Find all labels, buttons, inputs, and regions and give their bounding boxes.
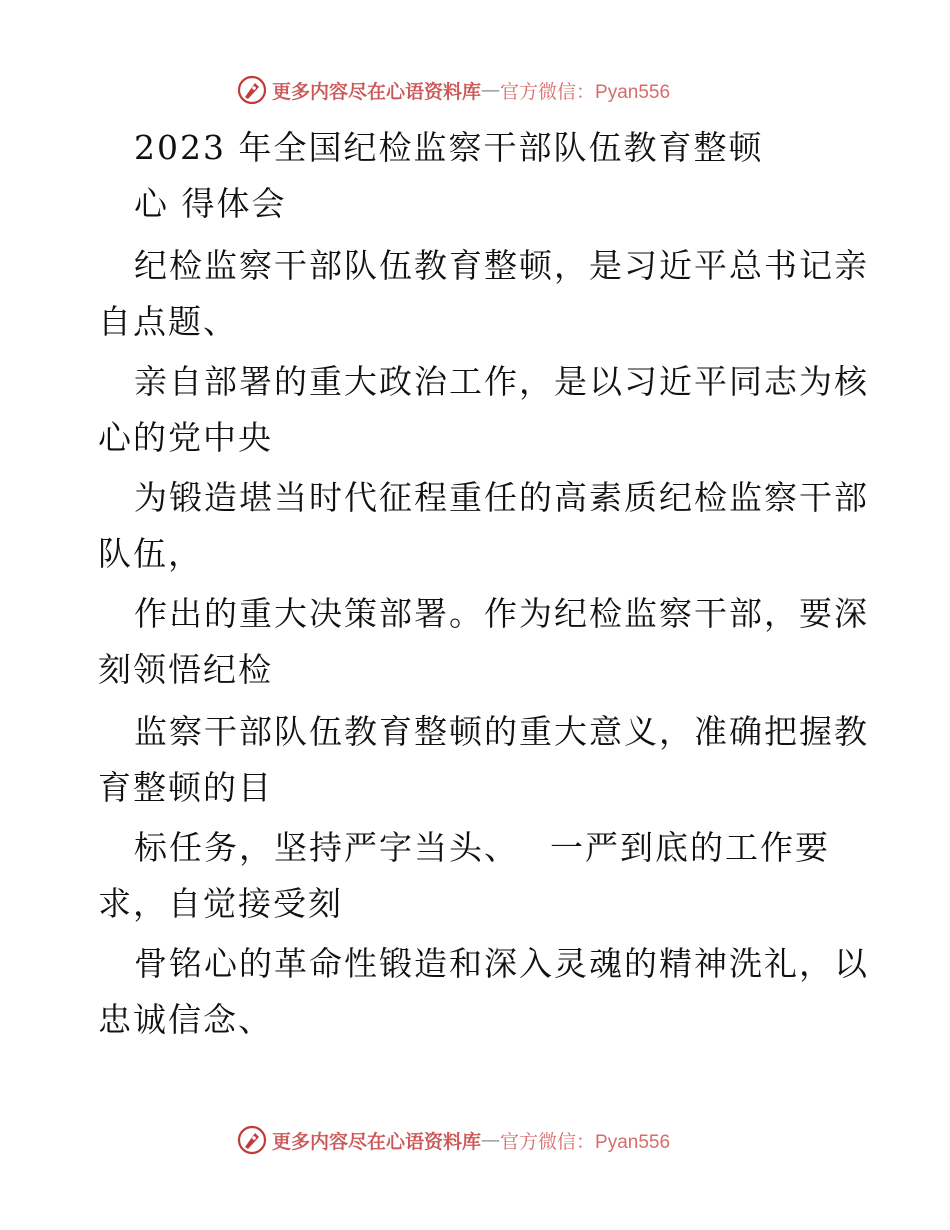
paragraph-line: 育整顿的目 bbox=[98, 768, 273, 807]
watermark-header bbox=[236, 73, 670, 107]
paragraph-line: 自点题、 bbox=[98, 302, 238, 341]
watermark-separator: — bbox=[481, 79, 501, 101]
document-title-line-1: 2023 年全国纪检监察干部队伍教育整顿 bbox=[134, 128, 764, 167]
paragraph-line: 标任务，坚持严字当头、 一严到底的工作要 bbox=[134, 828, 830, 867]
paragraph-line: 求，自觉接受刻 bbox=[98, 884, 343, 923]
watermark-wechat: 官方微信：Pyan556 bbox=[500, 1131, 671, 1153]
paragraph-line: 亲自部署的重大政治工作，是以习近平同志为核 bbox=[134, 362, 869, 401]
paragraph-line: 监察干部队伍教育整顿的重大意义，准确把握教 bbox=[134, 712, 869, 751]
watermark-footer bbox=[236, 1123, 670, 1157]
paragraph-line: 为锻造堪当时代征程重任的高素质纪检监察干部 bbox=[134, 478, 869, 517]
paragraph-line: 纪检监察干部队伍教育整顿，是习近平总书记亲 bbox=[134, 246, 869, 285]
watermark-brand: 更多内容尽在心语资料库 bbox=[272, 1130, 482, 1153]
watermark-brand: 更多内容尽在心语资料库 bbox=[272, 80, 482, 103]
paragraph-line: 队伍， bbox=[98, 534, 203, 573]
paragraph-line: 心的党中央 bbox=[98, 418, 273, 457]
paragraph-line: 刻领悟纪检 bbox=[98, 650, 273, 689]
document-title-line-2: 心 得体会 bbox=[134, 184, 287, 223]
pen-nib-logo-icon bbox=[236, 74, 268, 106]
pen-nib-logo-icon bbox=[236, 1124, 268, 1156]
paragraph-line: 忠诚信念、 bbox=[98, 1000, 273, 1039]
watermark-separator: — bbox=[481, 1129, 501, 1151]
paragraph-line: 作出的重大决策部署。作为纪检监察干部，要深 bbox=[134, 594, 869, 633]
watermark-wechat: 官方微信：Pyan556 bbox=[500, 81, 671, 103]
paragraph-line: 骨铭心的革命性锻造和深入灵魂的精神洗礼，以 bbox=[134, 944, 869, 983]
